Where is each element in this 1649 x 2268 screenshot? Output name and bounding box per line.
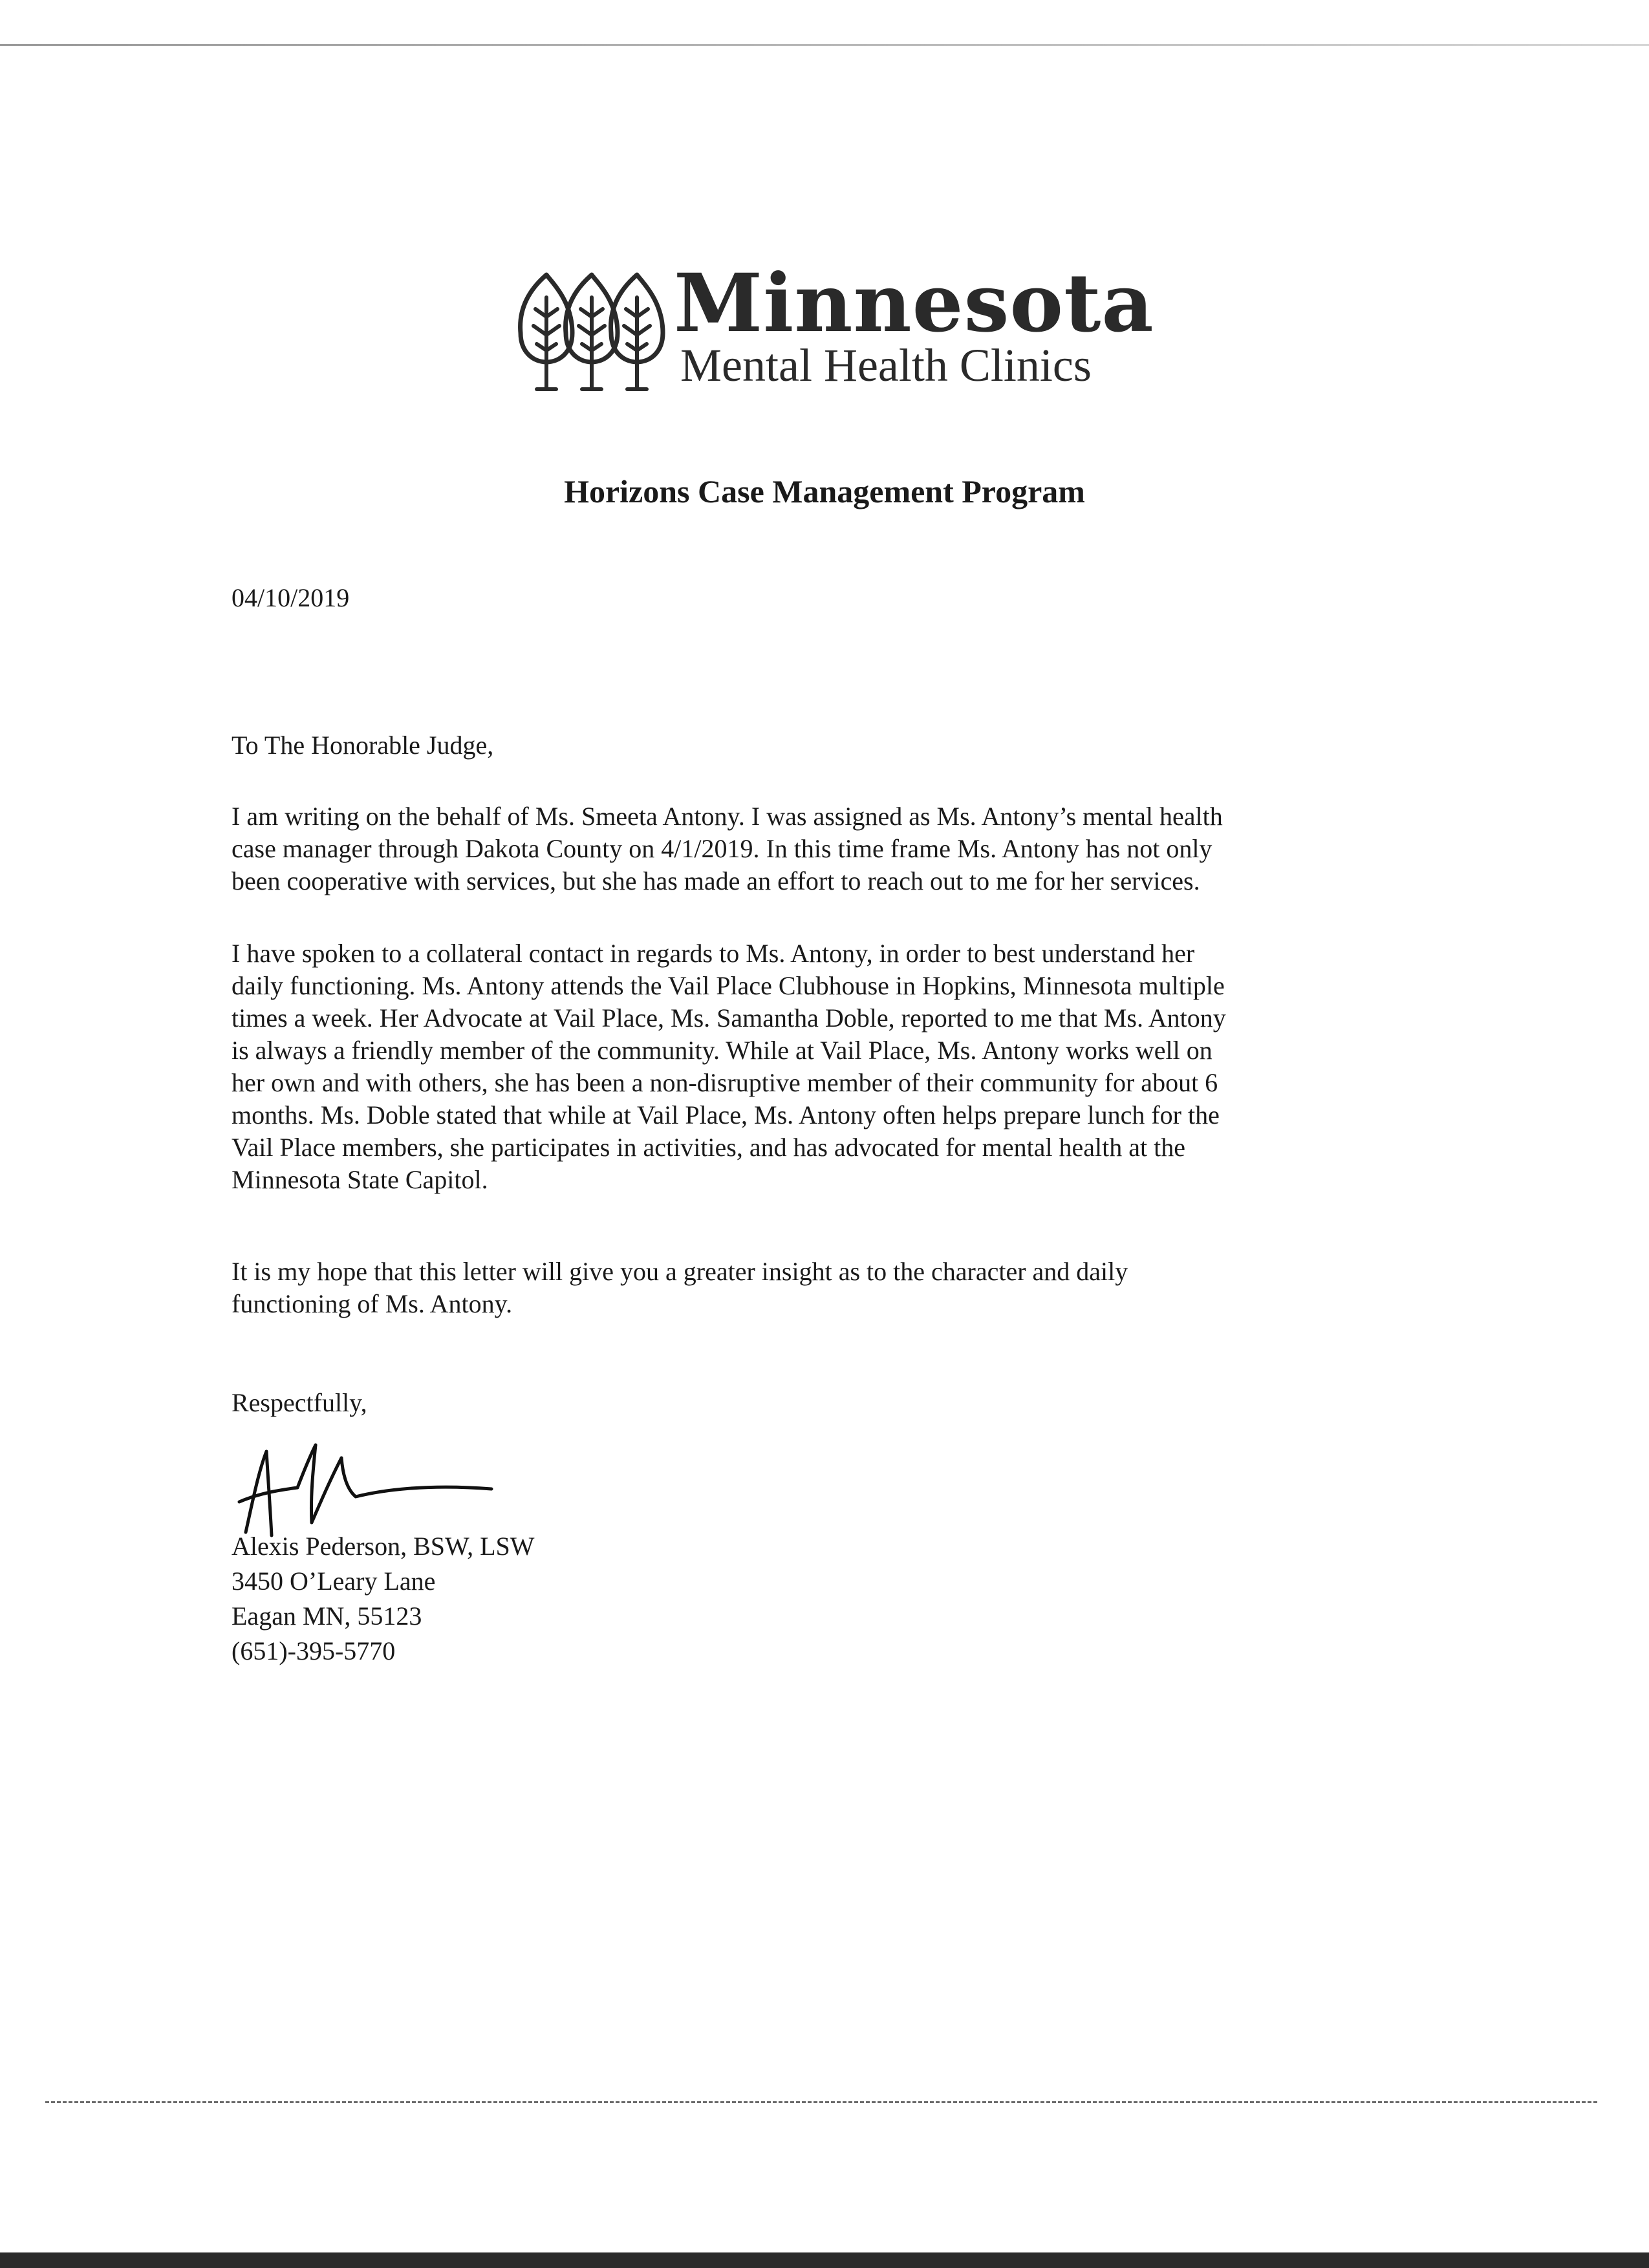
paragraph-line: I am writing on the behalf of Ms. Smeeta Antony. I was assigned as Ms. Antony’s mental health bbox=[232, 802, 1223, 831]
scan-border-bottom bbox=[0, 2252, 1649, 2268]
org-name: Minnesota bbox=[674, 257, 1154, 350]
org-subname: Mental Health Clinics bbox=[680, 339, 1092, 391]
signer-phone: (651)-395-5770 bbox=[232, 1636, 396, 1665]
paragraph-line: months. Ms. Doble stated that while at Vail Place, Ms. Antony often helps prepare lunch for the bbox=[232, 1100, 1220, 1129]
program-title: Horizons Case Management Program bbox=[564, 473, 1085, 509]
paragraph-line: It is my hope that this letter will give you a greater insight as to the character and daily bbox=[232, 1257, 1128, 1286]
paragraph-2 bbox=[232, 937, 1460, 1196]
paragraph-line: I have spoken to a collateral contact in regards to Ms. Antony, in order to best understand her bbox=[232, 939, 1195, 968]
signer-street: 3450 O’Leary Lane bbox=[232, 1567, 436, 1596]
paragraph-line: case manager through Dakota County on 4/1/2019. In this time frame Ms. Antony has not only bbox=[232, 834, 1212, 863]
paragraph-line: is always a friendly member of the community. While at Vail Place, Ms. Antony works well on bbox=[232, 1036, 1212, 1065]
scan-edge-top bbox=[0, 44, 1649, 46]
paragraph-line: times a week. Her Advocate at Vail Place, Ms. Samantha Doble, reported to me that Ms. Antony bbox=[232, 1003, 1226, 1032]
three-trees-icon bbox=[511, 272, 673, 394]
signer-block bbox=[232, 1529, 535, 1669]
letterhead-logo bbox=[511, 259, 1183, 394]
paragraph-line: Vail Place members, she participates in activities, and has advocated for mental health at the bbox=[232, 1133, 1186, 1162]
paragraph-line: daily functioning. Ms. Antony attends the Vail Place Clubhouse in Hopkins, Minnesota multiple bbox=[232, 971, 1225, 1000]
signer-name: Alexis Pederson, BSW, LSW bbox=[232, 1532, 535, 1561]
paragraph-1 bbox=[232, 800, 1460, 897]
paragraph-3 bbox=[232, 1256, 1460, 1320]
salutation: To The Honorable Judge, bbox=[232, 731, 494, 760]
letter-date: 04/10/2019 bbox=[232, 583, 350, 612]
paragraph-line: been cooperative with services, but she has made an effort to reach out to me for her services. bbox=[232, 866, 1200, 895]
paragraph-line: Minnesota State Capitol. bbox=[232, 1165, 488, 1194]
scan-edge-bottom bbox=[45, 2101, 1597, 2103]
paragraph-line: functioning of Ms. Antony. bbox=[232, 1289, 513, 1318]
signer-city: Eagan MN, 55123 bbox=[232, 1601, 422, 1631]
handwritten-signature bbox=[233, 1426, 504, 1542]
paragraph-line: her own and with others, she has been a non-disruptive member of their community for about 6 bbox=[232, 1068, 1218, 1097]
closing: Respectfully, bbox=[232, 1388, 367, 1417]
